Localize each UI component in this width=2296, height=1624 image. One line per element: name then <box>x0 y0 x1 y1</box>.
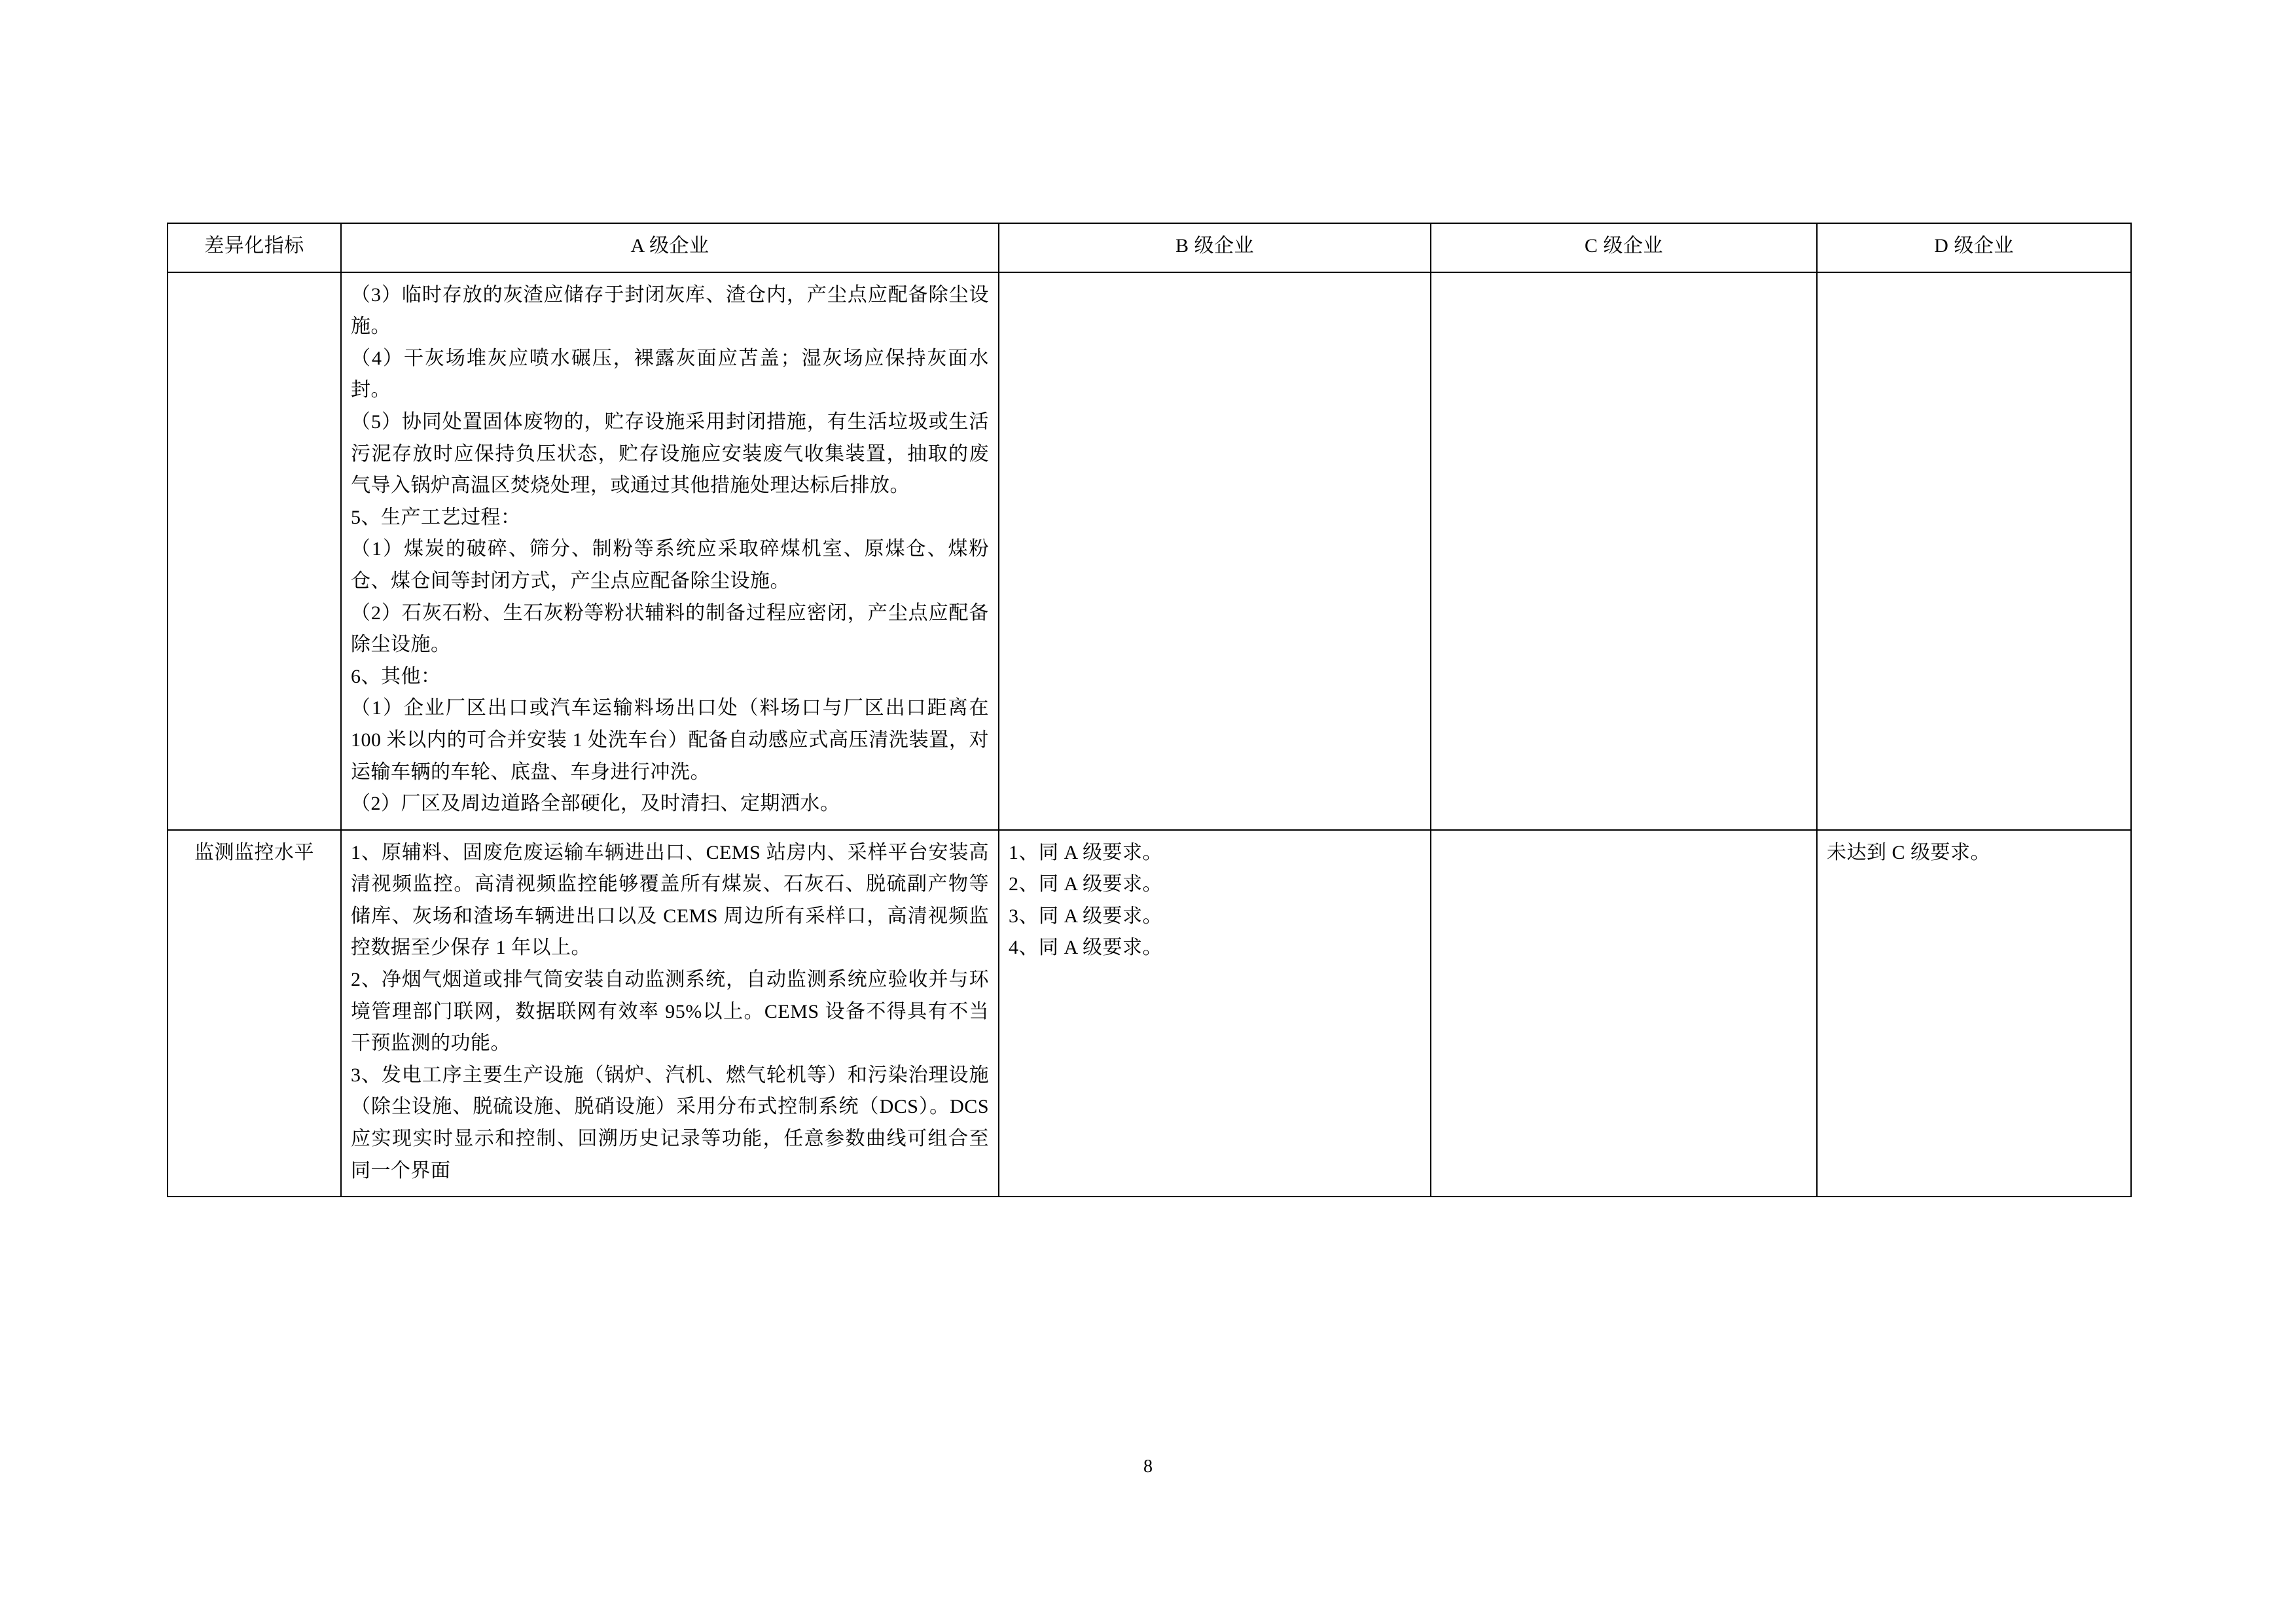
row-grade-b-content <box>999 830 1431 1197</box>
paragraph: （2）石灰石粉、生石灰粉等粉状辅料的制备过程应密闭，产尘点应配备除尘设施。 <box>351 602 989 656</box>
paragraph: 2、同 A 级要求。 <box>1009 873 1163 895</box>
differentiated-indicator-table <box>167 223 2132 1197</box>
header-index: 差异化指标 <box>168 223 341 272</box>
paragraph: （1）企业厂区出口或汽车运输料场出口处（料场口与厂区出口距离在 100 米以内的可合并安装 1 处洗车台）配备自动感应式高压清洗装置，对运输车辆的车轮、底盘、车身进行冲洗。 <box>351 697 989 783</box>
header-grade-d: D 级企业 <box>1817 223 2131 272</box>
paragraph: 6、其他： <box>351 665 441 687</box>
paragraph: 5、生产工艺过程： <box>351 506 521 528</box>
row-grade-c-content <box>1431 272 1817 830</box>
paragraph: （1）煤炭的破碎、筛分、制粉等系统应采取碎煤机室、原煤仓、煤粉仓、煤仓间等封闭方式，产尘点应配备除尘设施。 <box>351 538 989 592</box>
paragraph: 3、发电工序主要生产设施（锅炉、汽机、燃气轮机等）和污染治理设施（除尘设施、脱硫设施、脱硝设施）采用分布式控制系统（DCS）。DCS 应实现实时显示和控制、回溯历史记录等功能，任意参数曲线可组合至同一个界面 <box>351 1064 989 1182</box>
page-number: 8 <box>1143 1456 1153 1477</box>
row-index-label: 监测监控水平 <box>168 830 341 1197</box>
header-grade-c: C 级企业 <box>1431 223 1817 272</box>
paragraph: 1、原辅料、固废危废运输车辆进出口、CEMS 站房内、采样平台安装高清视频监控。高清视频监控能够覆盖所有煤炭、石灰石、脱硫副产物等储库、灰场和渣场车辆进出口以及 CEMS 周边所有采样口，高清视频监控数据至少保存 1 年以上。 <box>351 841 989 959</box>
table-row <box>168 830 2131 1197</box>
row-index-label <box>168 272 341 830</box>
paragraph: 4、同 A 级要求。 <box>1009 937 1163 959</box>
row-grade-d-content: 未达到 C 级要求。 <box>1817 830 2131 1197</box>
row-grade-d-content <box>1817 272 2131 830</box>
paragraph: （2）厂区及周边道路全部硬化，及时清扫、定期洒水。 <box>351 793 840 815</box>
table-row <box>168 272 2131 830</box>
paragraph: 3、同 A 级要求。 <box>1009 905 1163 927</box>
paragraph: （5）协同处置固体废物的，贮存设施采用封闭措施，有生活垃圾或生活污泥存放时应保持负压状态，贮存设施应安装废气收集装置，抽取的废气导入锅炉高温区焚烧处理，或通过其他措施处理达标后排放。 <box>351 410 989 497</box>
paragraph: 1、同 A 级要求。 <box>1009 841 1163 863</box>
row-grade-c-content <box>1431 830 1817 1197</box>
table-header-row <box>168 223 2131 272</box>
row-grade-a-content <box>341 272 999 830</box>
header-grade-b: B 级企业 <box>999 223 1431 272</box>
paragraph: 2、净烟气烟道或排气筒安装自动监测系统，自动监测系统应验收并与环境管理部门联网，数据联网有效率 95%以上。CEMS 设备不得具有不当干预监测的功能。 <box>351 969 989 1055</box>
row-grade-b-content <box>999 272 1431 830</box>
paragraph: （3）临时存放的灰渣应储存于封闭灰库、渣仓内，产尘点应配备除尘设施。 <box>351 283 989 338</box>
row-grade-a-content <box>341 830 999 1197</box>
paragraph: （4）干灰场堆灰应喷水碾压，裸露灰面应苫盖；湿灰场应保持灰面水封。 <box>351 347 989 401</box>
header-grade-a: A 级企业 <box>341 223 999 272</box>
